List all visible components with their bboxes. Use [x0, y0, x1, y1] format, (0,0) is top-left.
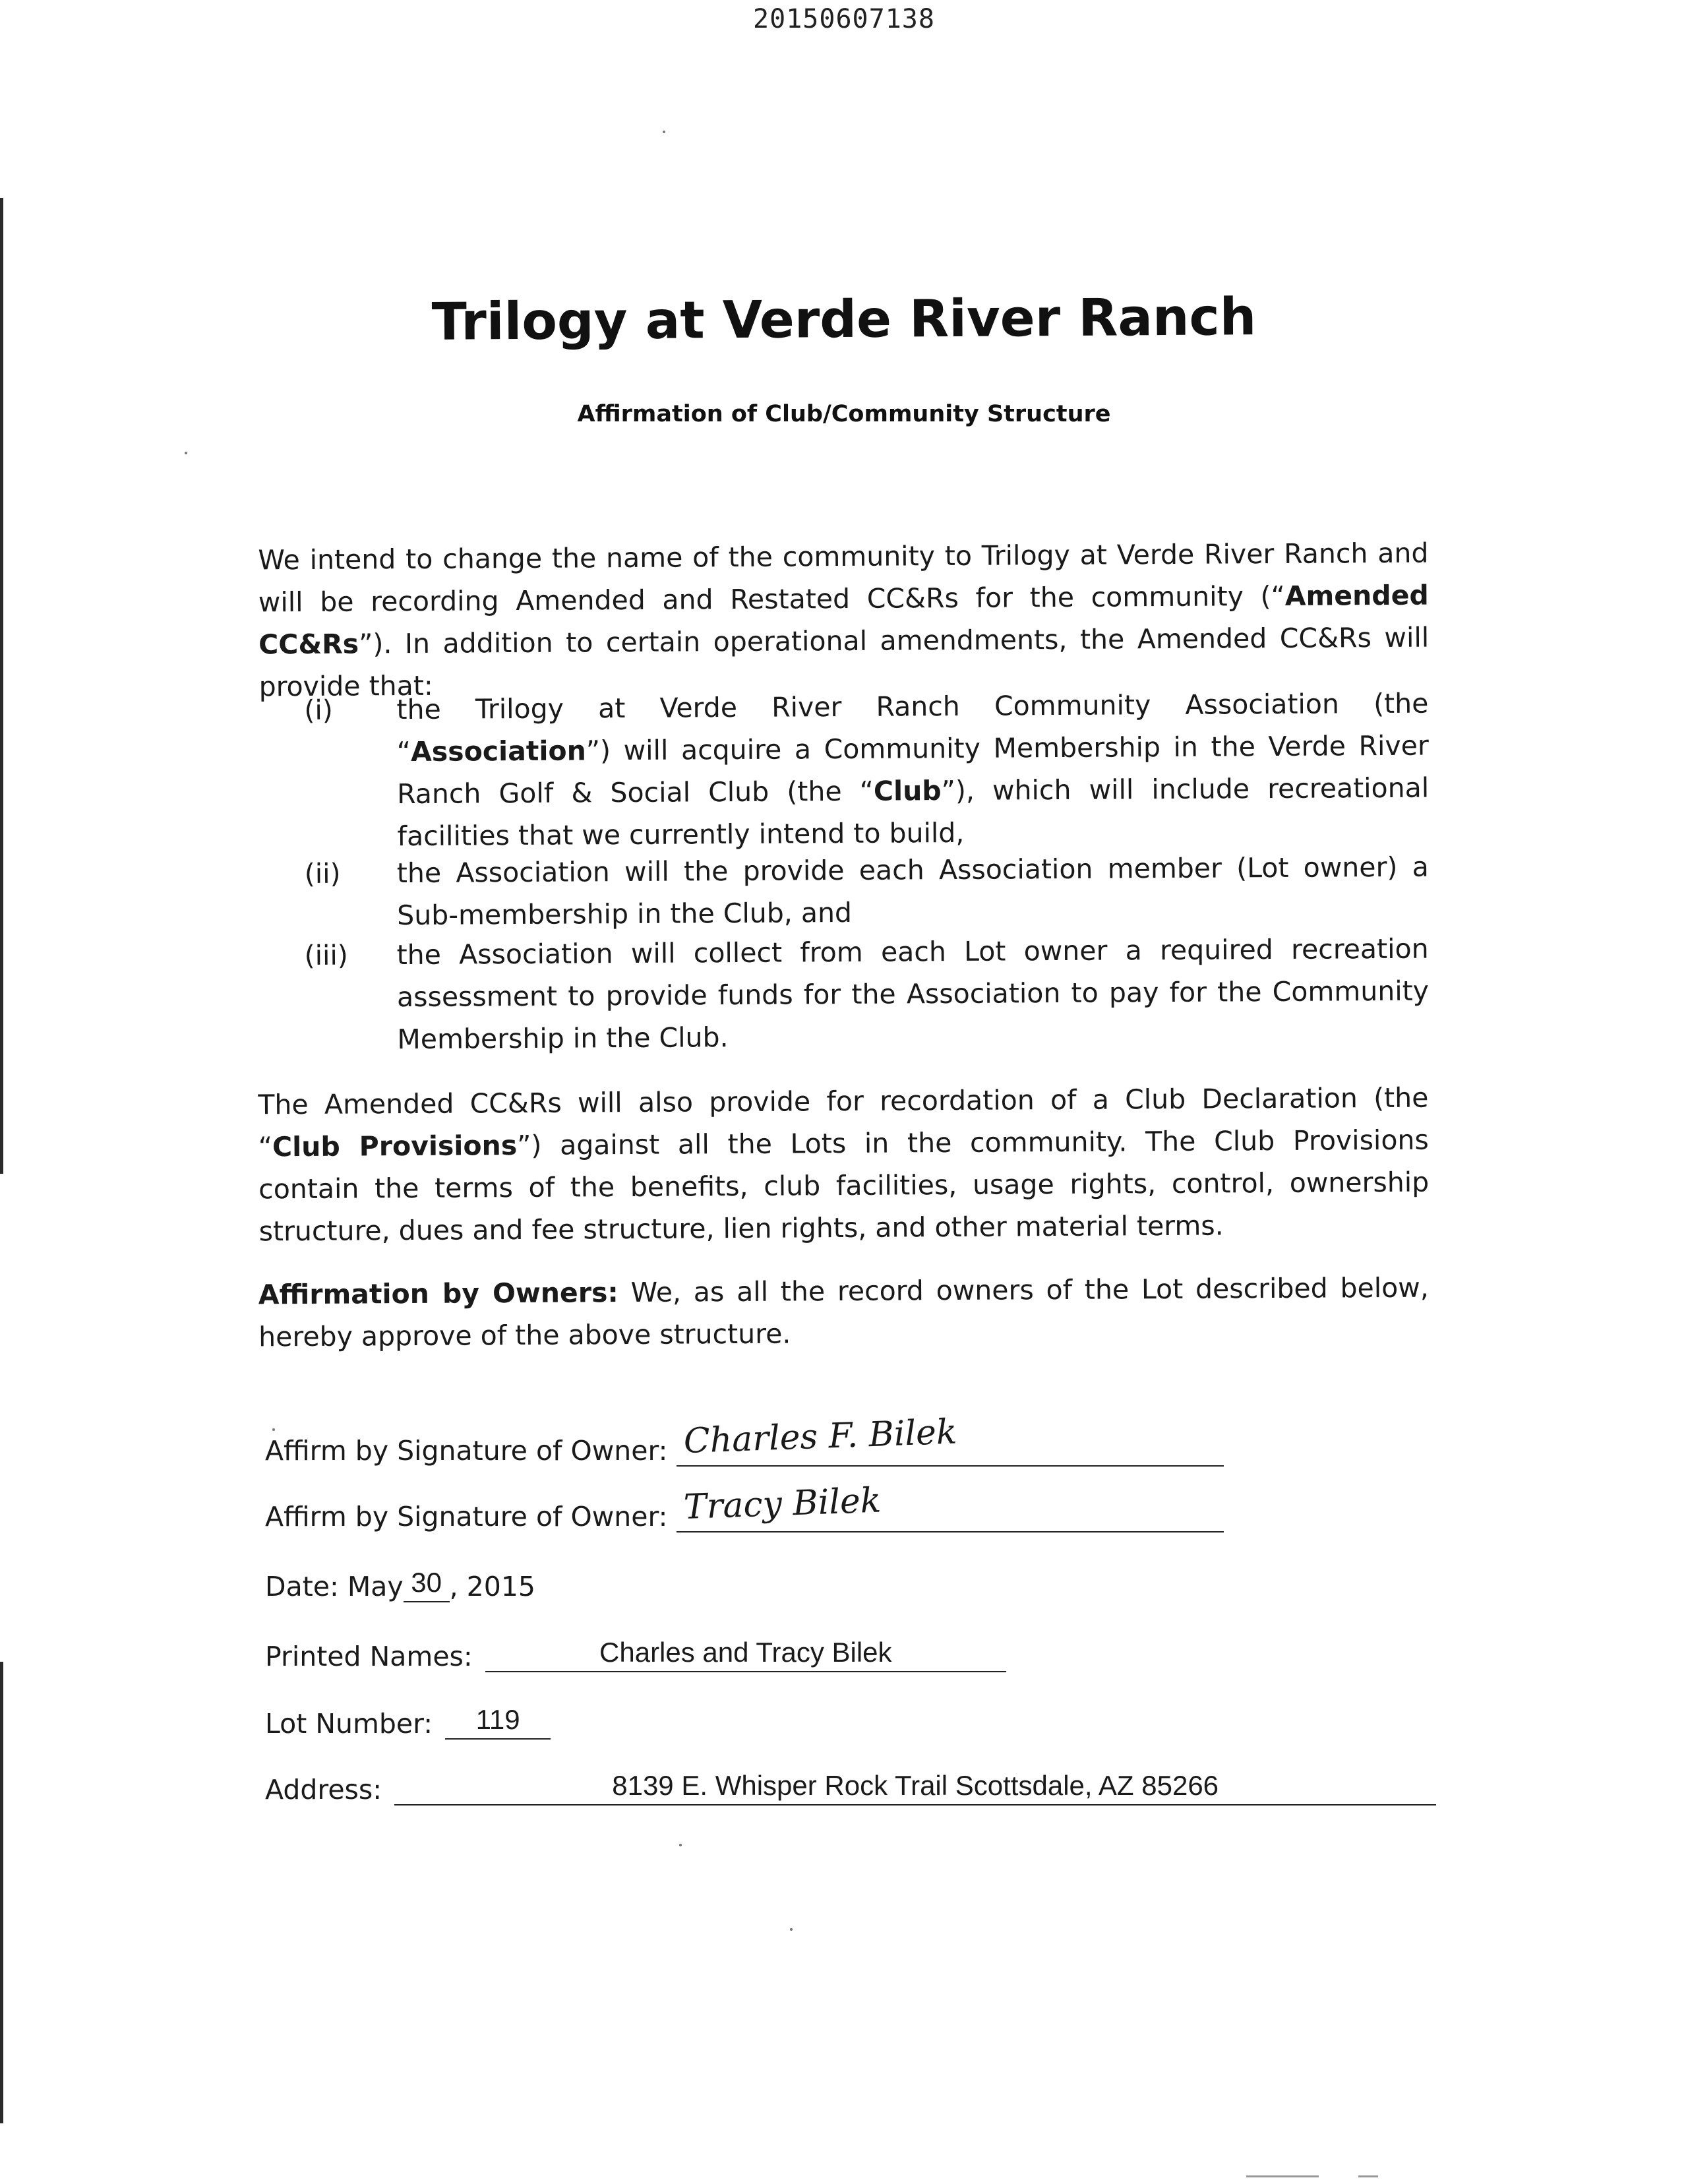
signature-row-1: [265, 1412, 1224, 1467]
date-day-field[interactable]: [404, 1564, 450, 1602]
signature-field-2[interactable]: [677, 1480, 1224, 1532]
list-text: [397, 846, 1430, 937]
printed-names-label: Printed Names:: [265, 1641, 473, 1672]
scan-speck: [185, 452, 187, 454]
document-subtitle: Affirmation of Club/Community Structure: [577, 401, 1111, 427]
lot-number-row: [265, 1701, 551, 1740]
club-text-before: The Amended CC&Rs will also provide for recordation of a Club Declaration (the “: [258, 1081, 1429, 1163]
list-text: [396, 928, 1429, 1061]
date-row: [265, 1564, 535, 1602]
scan-speck: [679, 1844, 682, 1846]
address-label: Address:: [265, 1774, 382, 1805]
lot-number-value: 119: [475, 1704, 520, 1735]
affirmation-text: We, as all the record owners of the Lot described below, hereby approve of the above structure.: [258, 1271, 1429, 1353]
lot-number-field[interactable]: [445, 1701, 551, 1740]
date-day: 30: [411, 1567, 442, 1598]
list-text-bold: Club: [873, 775, 942, 807]
list-number: (i): [304, 694, 333, 726]
printed-names-row: [265, 1634, 1006, 1672]
list-text-bold: Association: [410, 735, 586, 768]
list-number: (iii): [304, 939, 348, 971]
signature-label: Affirm by Signature of Owner:: [265, 1501, 668, 1532]
club-text-after: ”) against all the Lots in the community. The Club Provisions contain the terms of the benefits, club facilities, usage rights, control, ownership structure, dues and fee structure, lien rights, and other material terms.: [258, 1124, 1430, 1248]
printed-names-value: Charles and Tracy Bilek: [599, 1637, 892, 1668]
signature-owner-2: Tracy Bilek: [682, 1480, 882, 1527]
document-title: Trilogy at Verde River Ranch: [431, 288, 1257, 352]
list-item-i: [258, 682, 1430, 859]
date-year: , 2015: [449, 1571, 536, 1602]
list-text-part: ”), which will include recreational facilities that we currently intend to build,: [397, 772, 1430, 853]
list-text-part: the Association will collect from each Lot owner a required recreation assessment to provide funds for the Association to pay for the Community Membership in the Club.: [396, 932, 1430, 1056]
list-text-part: ”) will acquire a Community Membership in the Verde River Ranch Golf & Social Club (the “: [397, 729, 1429, 810]
address-field[interactable]: [394, 1767, 1436, 1805]
list-number: (ii): [304, 857, 341, 890]
scan-footer-mark: [1358, 2175, 1378, 2177]
scan-speck: [790, 1928, 793, 1931]
signature-owner-1: Charles F. Bilek: [682, 1412, 957, 1461]
signature-label: Affirm by Signature of Owner:: [265, 1435, 668, 1467]
date-label: Date: May: [265, 1571, 404, 1602]
list-text: [396, 682, 1430, 858]
signature-field-1[interactable]: [677, 1412, 1224, 1467]
affirmation-bold: Affirmation by Owners:: [258, 1277, 618, 1311]
list-text-part: the Association will the provide each Association member (Lot owner) a Sub-membership in the Club, and: [396, 851, 1429, 932]
list-item-ii: [258, 846, 1430, 938]
scan-edge-bottom: [0, 1662, 3, 2123]
affirmation-paragraph: [258, 1267, 1430, 1358]
scan-speck: [663, 131, 665, 133]
intro-paragraph: [258, 532, 1430, 708]
scan-footer-mark: [1246, 2175, 1319, 2177]
address-value: 8139 E. Whisper Rock Trail Scottsdale, AZ 85266: [612, 1770, 1219, 1801]
document-number: 20150607138: [753, 4, 935, 34]
intro-text-before: We intend to change the name of the community to Trilogy at Verde River Ranch and will be recording Amended and Restated CC&Rs for the community (“: [258, 537, 1429, 619]
intro-bold: Amended CC&Rs: [258, 579, 1429, 661]
list-item-iii: [258, 928, 1429, 1062]
address-row: [265, 1767, 1436, 1805]
intro-text-after: ”). In addition to certain operational amendments, the Amended CC&Rs will provide that:: [258, 621, 1430, 703]
signature-row-2: [265, 1480, 1224, 1532]
printed-names-field[interactable]: [485, 1634, 1006, 1672]
lot-number-label: Lot Number:: [265, 1708, 433, 1740]
list-text-part: the Trilogy at Verde River Ranch Community Association (the “: [396, 687, 1429, 768]
club-bold: Club Provisions: [272, 1130, 518, 1163]
club-provisions-paragraph: [258, 1077, 1430, 1253]
